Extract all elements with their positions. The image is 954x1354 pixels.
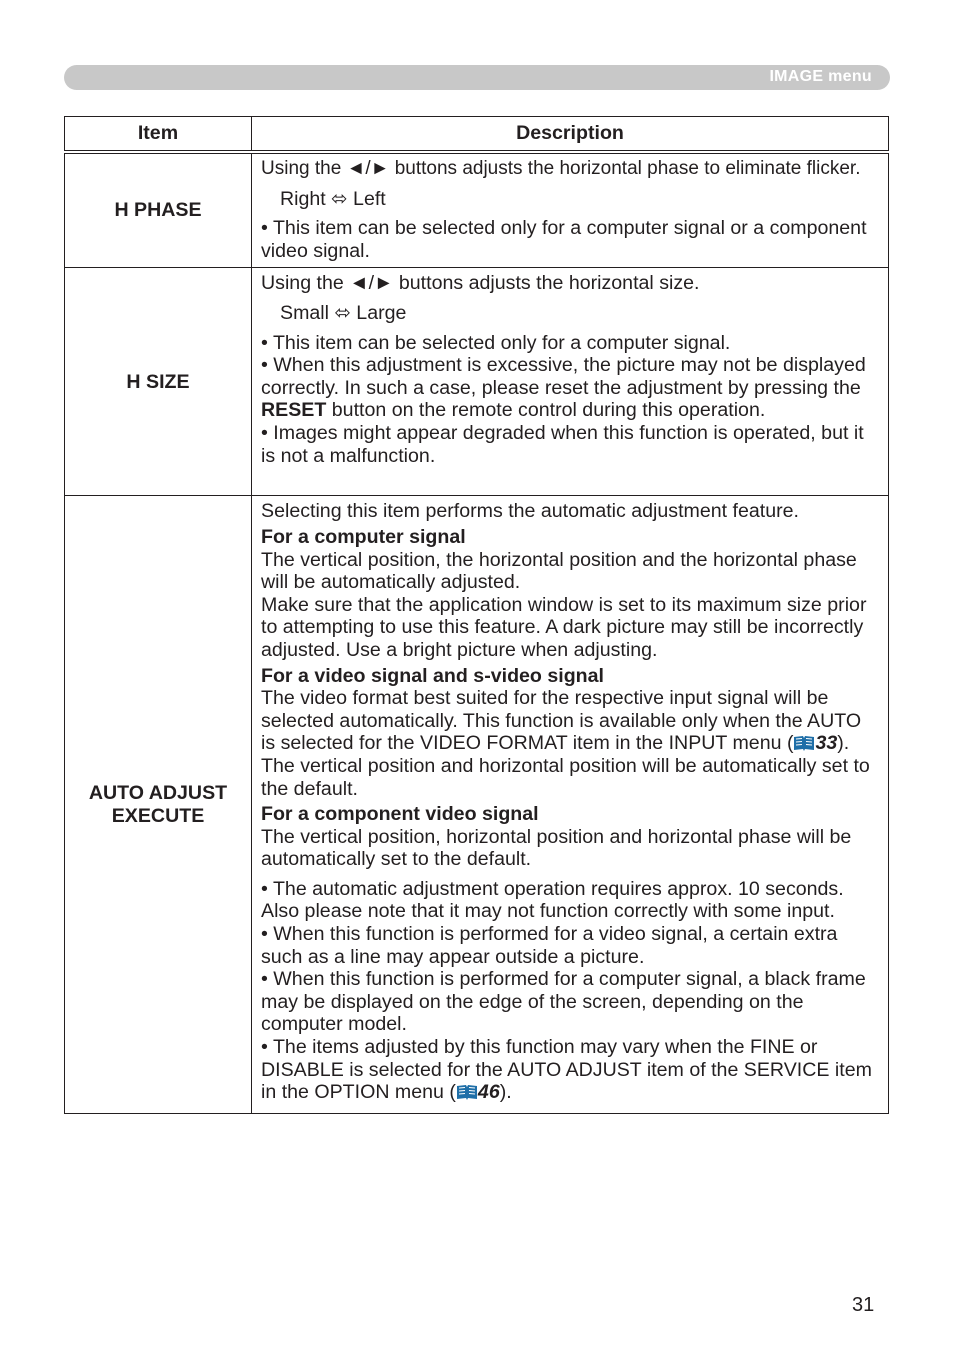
video-signal-text-end: ). The vertical position and horizontal position will be automatically set to the default. (261, 732, 870, 800)
h-size-note-3: • Images might appear degraded when this function is operated, but it is not a malfunction. (261, 421, 864, 467)
computer-signal-text-1: The vertical position, the horizontal position and the horizontal phase will be automatically adjusted. (261, 548, 857, 594)
h-size-note-2-text-end: button on the remote control during this operation. (326, 399, 766, 422)
h-size-note-1: • This item can be selected only for a computer signal. (261, 331, 731, 354)
book-icon (456, 1084, 478, 1100)
h-phase-range: Right ⬄ Left (280, 187, 386, 210)
h-size-range: Small ⬄ Large (280, 301, 407, 324)
video-signal-text (261, 687, 880, 800)
table-row-h-phase (65, 152, 889, 268)
item-h-size: H SIZE (65, 268, 252, 496)
column-header-item: Item (65, 117, 252, 153)
image-menu-table (64, 116, 889, 1114)
auto-adjust-note-2: • When this function is performed for a video signal, a certain extra such as a line may appear outside a picture. (261, 923, 838, 968)
description-h-size (252, 268, 889, 496)
auto-adjust-note-4-end: ). (499, 1081, 512, 1104)
video-signal-heading: For a video signal and s-video signal (261, 664, 604, 687)
menu-header-bar (64, 65, 890, 90)
h-phase-lead: Using the ◄/► buttons adjusts the horizontal phase to eliminate flicker. (261, 158, 861, 179)
video-signal-text-start: The video format best suited for the respective input signal will be selected automatically. This function is available only when the AUTO is selected for the VIDEO FORMAT item in the INPUT menu ( (261, 687, 862, 755)
auto-adjust-note-3: • When this function is performed for a computer signal, a black frame may be displayed on the edge of the screen, depending on the computer model. (261, 968, 866, 1036)
description-h-phase (252, 152, 889, 268)
h-size-lead: Using the ◄/► buttons adjusts the horizontal size. (261, 272, 700, 295)
book-icon (793, 735, 815, 751)
component-signal-heading: For a component video signal (261, 803, 539, 826)
auto-adjust-lead: Selecting this item performs the automatic adjustment feature. (261, 500, 799, 523)
table-header-row (65, 117, 889, 153)
auto-adjust-note-4 (261, 1036, 880, 1104)
table-row-h-size (65, 268, 889, 496)
description-auto-adjust (252, 496, 889, 1114)
h-size-note-2-text: • When this adjustment is excessive, the picture may not be displayed correctly. In such a case, please reset the adjustment by pressing the (261, 354, 866, 399)
item-auto-adjust-line-2: EXECUTE (111, 804, 205, 827)
page-ref-46[interactable]: 46 (477, 1081, 500, 1104)
auto-adjust-note-1: • The automatic adjustment operation requires approx. 10 seconds. Also please note that it may not function correctly with some input. (261, 877, 844, 923)
page-number: 31 (852, 1294, 875, 1316)
component-signal-text: The vertical position, horizontal position and horizontal phase will be automatically set to the default. (261, 825, 852, 871)
computer-signal-text-2: Make sure that the application window is set to its maximum size prior to attempting to use this feature. A dark picture may still be incorrectly adjusted. Use a bright picture when adjusting. (261, 593, 867, 661)
page-ref-33[interactable]: 33 (815, 732, 838, 755)
menu-header-label: IMAGE menu (769, 68, 872, 85)
item-h-phase: H PHASE (65, 152, 252, 268)
item-auto-adjust-execute (65, 496, 252, 1114)
item-auto-adjust-line-1: AUTO ADJUST (88, 782, 228, 805)
reset-button-label: RESET (261, 399, 327, 422)
h-phase-note: • This item can be selected only for a computer signal or a component video signal. (261, 217, 867, 262)
h-size-note-2 (261, 354, 880, 422)
column-header-description: Description (252, 117, 889, 153)
auto-adjust-note-4-start: • The items adjusted by this function may vary when the FINE or DISABLE is selected for the AUTO ADJUST item of the SERVICE item in the OPTION menu ( (261, 1036, 872, 1104)
table-row-auto-adjust (65, 496, 889, 1114)
computer-signal-heading: For a computer signal (261, 525, 466, 548)
